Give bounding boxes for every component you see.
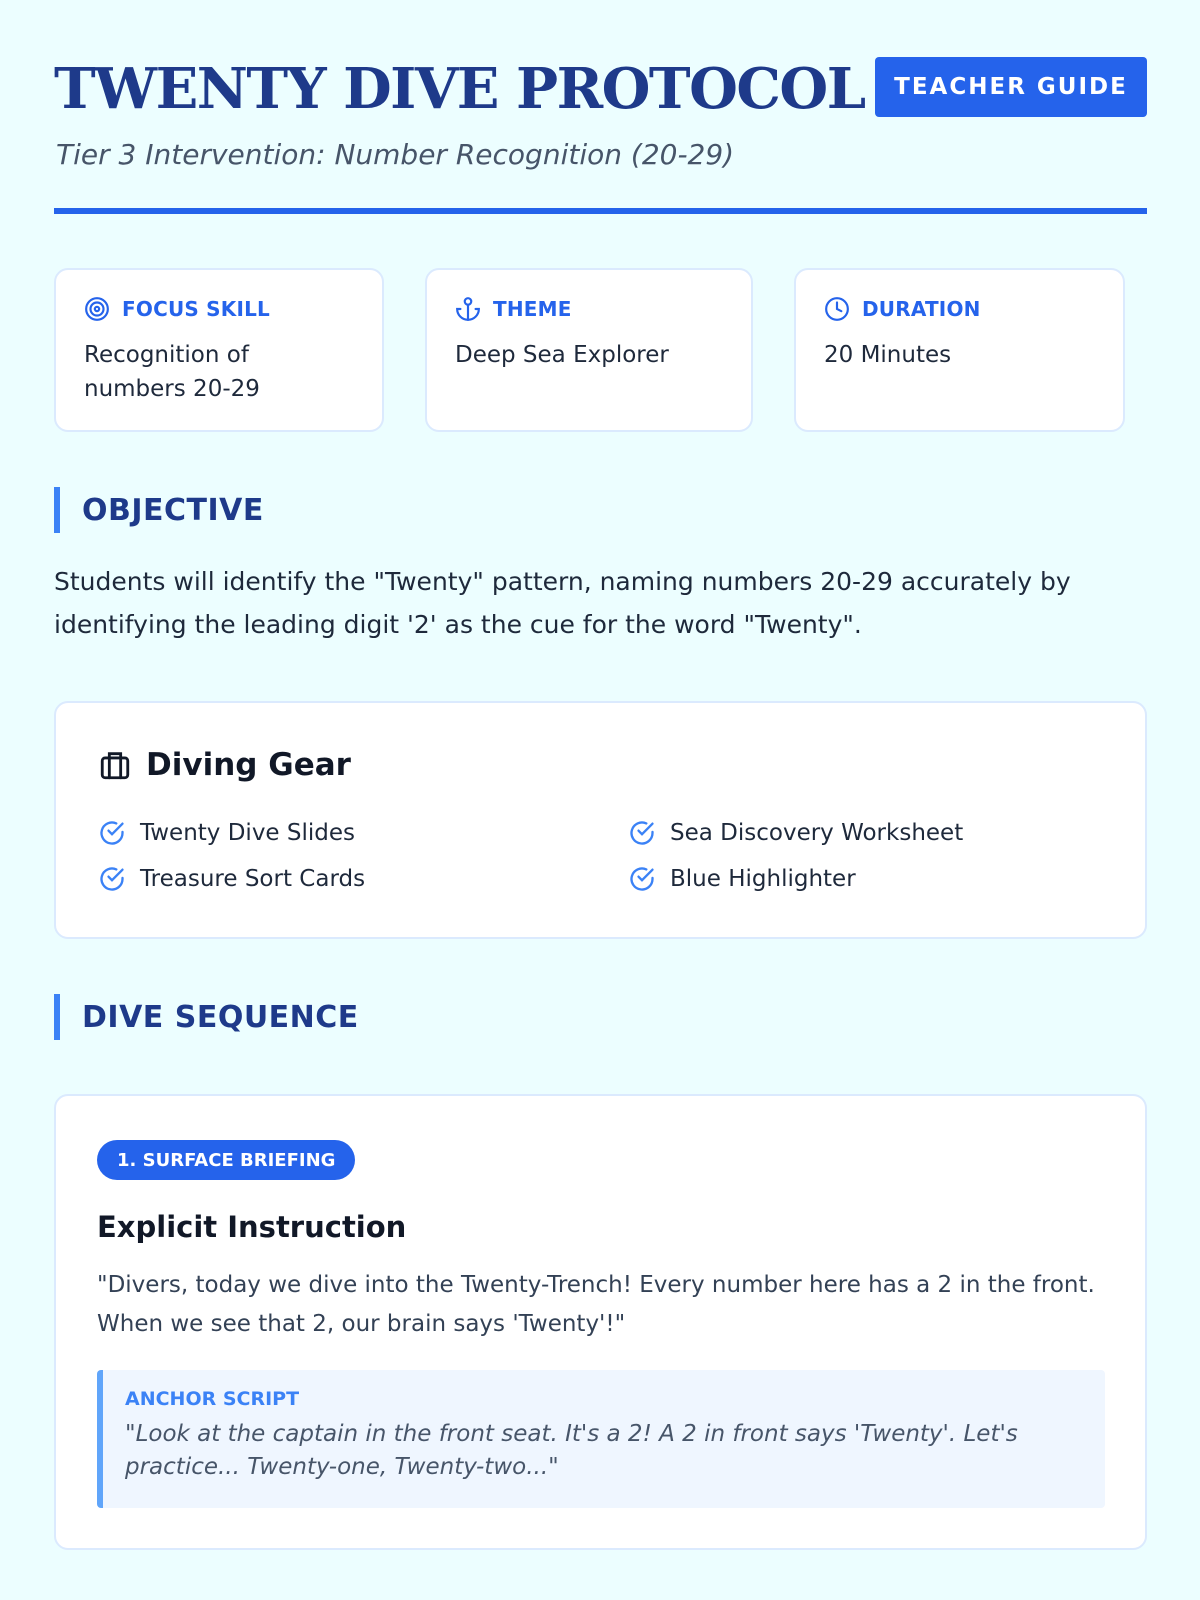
briefcase-icon — [98, 748, 132, 782]
objective-text: Students will identify the "Twenty" pattern, naming numbers 20-29 accurately by identifying the leading digit '2' as the cue for the word "Twenty". — [54, 567, 1071, 639]
gear-item — [628, 819, 963, 847]
check-circle-icon — [98, 819, 126, 847]
dive-sequence-heading — [54, 994, 359, 1040]
gear-item-label: Treasure Sort Cards — [140, 866, 366, 892]
gear-item — [98, 819, 355, 847]
anchor-script-label: ANCHOR SCRIPT — [125, 1388, 300, 1410]
anchor-script-box — [97, 1370, 1105, 1508]
theme-label: THEME — [493, 297, 572, 321]
page-header — [54, 0, 1147, 214]
page-title: TWENTY DIVE PROTOCOL — [54, 56, 865, 122]
check-circle-icon — [628, 865, 656, 893]
theme-card — [425, 268, 753, 432]
diving-gear-card — [54, 701, 1147, 939]
teacher-guide-button[interactable]: TEACHER GUIDE — [875, 57, 1147, 117]
lesson-page — [54, 0, 1147, 1480]
objective-heading — [54, 487, 264, 533]
duration-card — [794, 268, 1125, 432]
target-icon — [84, 296, 110, 322]
gear-title: Diving Gear — [146, 747, 351, 783]
step-title: Explicit Instruction — [97, 1210, 407, 1244]
anchor-script-text: "Look at the captain in the front seat. It's a 2! A 2 in front says 'Twenty'. Let's practice... Twenty-one, Twenty-two..." — [125, 1421, 1018, 1480]
gear-item-label: Blue Highlighter — [670, 866, 856, 892]
info-cards — [54, 268, 1147, 434]
clock-icon — [824, 296, 850, 322]
focus-skill-label: FOCUS SKILL — [122, 297, 270, 321]
step-text: "Divers, today we dive into the Twenty-Trench! Every number here has a 2 in the front. When we see that 2, our brain says 'Twenty'!" — [97, 1272, 1095, 1337]
duration-value: 20 Minutes — [824, 342, 952, 368]
dive-sequence-heading-text: DIVE SEQUENCE — [82, 999, 359, 1035]
theme-value: Deep Sea Explorer — [455, 342, 669, 368]
anchor-icon — [455, 296, 481, 322]
duration-label: DURATION — [862, 297, 981, 321]
step-card-surface-briefing — [54, 1094, 1147, 1550]
step-badge: 1. SURFACE BRIEFING — [97, 1140, 355, 1180]
gear-item-label: Sea Discovery Worksheet — [670, 820, 964, 846]
check-circle-icon — [628, 819, 656, 847]
page-subtitle: Tier 3 Intervention: Number Recognition (20-29) — [56, 138, 735, 171]
focus-skill-value: Recognition of numbers 20-29 — [84, 342, 260, 402]
check-circle-icon — [98, 865, 126, 893]
objective-heading-text: OBJECTIVE — [82, 492, 264, 528]
focus-skill-card — [54, 268, 384, 432]
gear-item — [98, 865, 365, 893]
gear-item — [628, 865, 856, 893]
gear-item-label: Twenty Dive Slides — [140, 820, 356, 846]
